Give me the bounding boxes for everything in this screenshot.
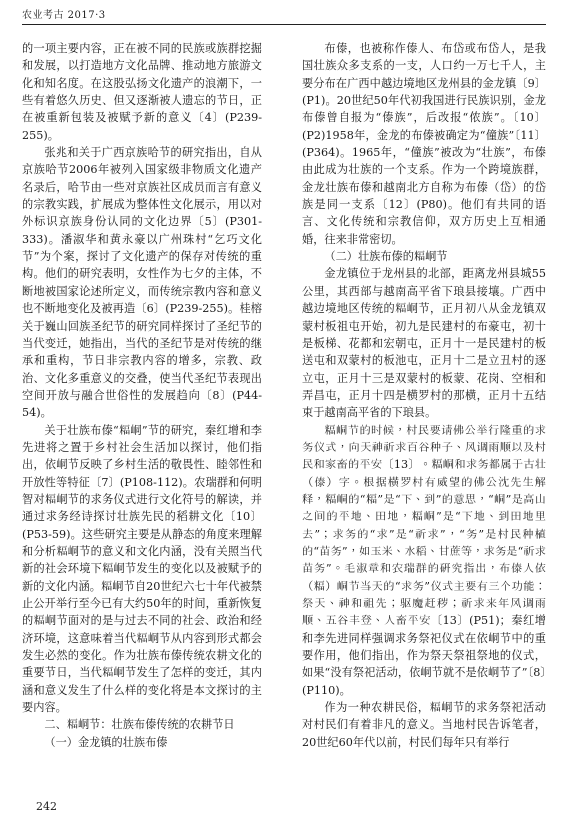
left-column (22, 40, 262, 751)
page-number: 242 (36, 800, 57, 813)
paragraph: 𥻅峒节的时候，村民要请佛公举行隆重的求务仪式，向天神祈求百谷种子、风调雨顺以及村民和家畜的平安〔13〕。𥻅峒和求务都属于古壮（傣）字。根据横罗村有威望的佛公沈先生解释，𥻅峒的“𥻅”是“下、到”的意思，“峒”是高山之间的平地、田地，𥻅峒”是“下地、到田地里去”；求务的“求”是“祈求”，“务”是村民种植的“苗务”，如玉米、水稻、甘蔗等，求务是“祈求苗务”。毛淑章和农瑞群的研究指出，布傣人依（𥻅）峒节当天的“求务”仪式主要有三个功能：祭天、神和祖先；驱魔赶秽；祈求来年风调雨顺、五谷丰登、人畜平安〔13〕(P51)；秦红增和李先进同样强调求务祭祀仪式在依峒节中的重要作用，他们指出，作为祭天祭祖祭地的仪式，如果“没有祭祀活动，依峒节就不是依峒节了”〔8〕(P110)。 (302, 423, 546, 697)
paragraph: 作为一种农耕民俗，𥻅峒节的求务祭祀活动对村民们有着非凡的意义。当地村民告诉笔者，20世纪60年代以前，村民们每年只有举行 (302, 701, 546, 749)
header-rule (22, 24, 546, 25)
paragraph: 关于壮族布傣“𥻅峒”节的研究，秦红增和李先进将之置于乡村社会生活加以探讨，他们指出，依峒节反映了乡村生活的敬畏性、睦邻性和开放性等特征〔7〕(P108-112)。农瑞群和何明智对𥻅峒节的求务仪式进行文化符号的解读，并通过求务经诗探讨壮族先民的稻耕文化〔10〕(P53-59)。这些研究主要是从静态的角度来理解和分析𥻅峒节的意义和文化内涵，没有关照当代新的社会环境下𥻅峒节发生的变化以及被赋予的新的文化内涵。𥻅峒节自20世纪六七十年代被禁止公开举行至今已有大约50年的时间，重新恢复的𥻅峒节面对的是与过去不同的社会、政治和经济环境，这意味着当代𥻅峒节从内容到形式都会发生必然的变化。作为壮族布傣传统农耕文化的重要节日，当代𥻅峒节发生了怎样的变迁，其内涵和意义发生了什么样的变化将是本文探讨的主要内容。 (22, 423, 262, 715)
paragraph: 金龙镇位于龙州县的北部，距离龙州县城55公里，其西部与越南高平省下琅县接壤。广西中越边境地区传统的𥻅峒节，正月初八从金龙镇双蒙村板祖屯开始，初九是民建村的布豪屯，初十是板梯、花都和宏朝屯，正月十一是民建村的板送屯和双蒙村的板池屯，正月十二是立丑村的逐立屯，正月十三是双蒙村的板蒙、花岗、空相和弄昌屯，正月十四是横罗村的那横，正月十五结束于越南高平省的下琅县。 (302, 267, 546, 420)
paragraph: 布傣，也被称作傣人、布岱或布岱人，是我国壮族众多支系的一支，人口约一万七千人，主要分布在广西中越边境地区龙州县的金龙镇〔9〕(P1)。20世纪50年代初我国进行民族识别，金龙布傣曾自报为“傣族”，后改报“侬族”。〔10〕(P2)1958年，金龙的布傣被确定为“僮族”〔11〕(P364)。1965年，“僮族”被改为“壮族”，布傣由此成为壮族的一个支系。作为一个跨境族群，金龙壮族布傣和越南北方自称为布傣（岱）的岱族是同一支系〔12〕(P80)。他们有共同的语言、文化传统和宗教信仰，双方历史上互相通婚，往来非常密切。 (302, 42, 546, 246)
paragraph: （一）金龙镇的壮族布傣 (44, 735, 168, 749)
paragraph: 的一项主要内容，正在被不同的民族或族群挖掘和发展，以打造地方文化品牌、推动地方旅游文化和知名度。在这股弘扬文化遗产的浪潮下，一些有着悠久历史、但又逐渐被人遗忘的节日，正在被重新包装及被赋予新的意义〔4〕(P239-255)。 (22, 42, 262, 142)
journal-header: 农业考古 2017·3 (22, 10, 106, 21)
right-column (302, 40, 546, 751)
paragraph: （二）壮族布傣的𥻅峒节 (324, 250, 448, 264)
paragraph: 二、𥻅峒节：壮族布傣传统的农耕节日 (44, 718, 235, 732)
paragraph: 张兆和关于广西京族哈节的研究指出，自从京族哈节2006年被列入国家级非物质文化遗产名录后，哈节由一些对京族社区成员而言有意义的宗教实践，扩展成为整体性文化展示，用以对外标识京族身份认同的文化边界〔5〕(P301-333)。潘淑华和黄永豪以广州珠村“乞巧文化节”为个案，探讨了文化遗产的保存对传统的重构。他们的研究表明，女性作为七夕的主体，不断地被国家论述所定义，而传统宗教内容和意义也不断地变化及被再造〔6〕(P239-255)。桂榕关于巍山回族圣纪节的研究同样探讨了圣纪节的当代变迁，她指出，当代的圣纪节是对传统的继承和重构，节日非宗教内容的增多，宗教、政治、文化多重意义的交叠，使当代圣纪节表现出空间开放与融合世俗性的发展趋向〔8〕(P44-54)。 (22, 146, 262, 420)
